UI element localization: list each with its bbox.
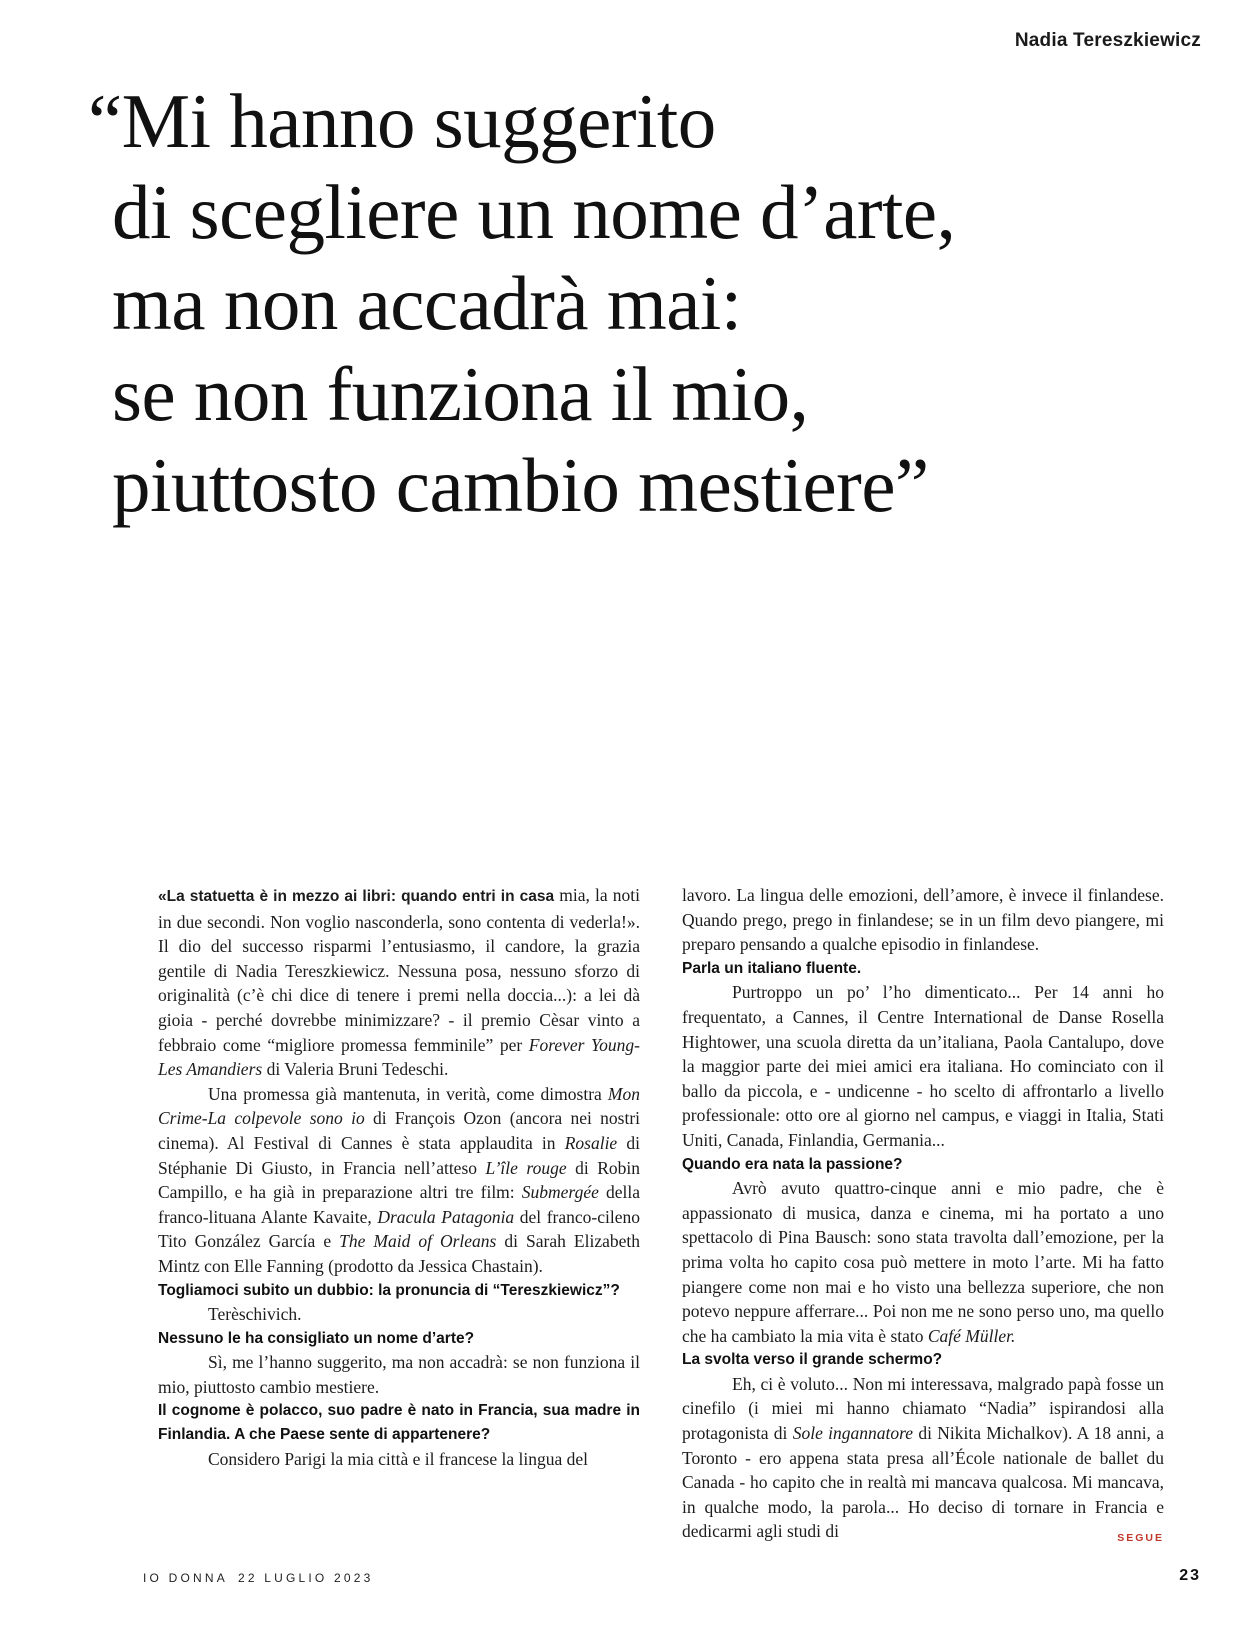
interview-question: Parla un italiano fluente. xyxy=(682,959,862,977)
magazine-name: IO DONNA xyxy=(143,1571,228,1585)
article-column-left xyxy=(158,883,640,1471)
film-title: Rosalie xyxy=(564,1132,618,1153)
film-title: Sole ingannatore xyxy=(792,1423,914,1444)
interview-answer: Sì, me l’hanno suggerito, ma non accadrà: se non funziona il mio, piuttosto cambio mestiere. xyxy=(158,1352,640,1397)
issue-date: 22 LUGLIO 2023 xyxy=(237,1571,374,1585)
film-title: Dracula Patagonia xyxy=(377,1206,515,1227)
interview-answer: Terèschivich. xyxy=(208,1304,302,1325)
headline-line: di scegliere un nome d’arte, xyxy=(112,169,956,255)
folio xyxy=(143,1571,373,1585)
interview-answer: Avrò avuto quattro-cinque anni e mio padre, che è appassionato di musica, danza e cinema, mi ha portato a uno spettacolo di Pina Bausch: sono stata travolta dall’emozione, per la prima volta ho capito cosa può mettere in moto l’arte. Mi ha fatto piangere come non mai e ho visto una bellezza superiore, che non potevo neppure afferrare... Poi non me ne sono perso uno, ma quello che ha cambiato la mia vita è stato Café Müller. xyxy=(682,1178,1164,1346)
page-number: 23 xyxy=(1179,1567,1201,1584)
interview-question: La svolta verso il grande schermo? xyxy=(682,1351,943,1369)
lead-in: «La statuetta è in mezzo ai libri: quando entri in casa xyxy=(158,888,555,905)
headline-line: se non funziona il mio, xyxy=(112,351,809,437)
body-paragraph: lavoro. La lingua delle emozioni, dell’amore, è invece il finlandese. Quando prego, prego in finlandese; se in un film devo piangere, mi preparo pensando a qualche episodio in finlandese. xyxy=(682,885,1164,955)
interview-question: Togliamoci subito un dubbio: la pronuncia di “Tereszkiewicz”? xyxy=(158,1281,620,1299)
film-title: Forever Young-Les Amandiers xyxy=(158,1034,640,1080)
pull-quote-headline xyxy=(88,76,1218,531)
intro-paragraph: «La statuetta è in mezzo ai libri: quando entri in casa mia, la noti in due secondi. Non voglio nasconderla, sono contenta di vederla!». Il dio del successo risparmi l’entusiasmo, il candore, la grazia gentile di Nadia Tereszkiewicz. Nessuna posa, nessuno sforzo di originalità (c’è chi dice di tenere i premi nella doccia...): a lei dà gioia - perché dovrebbe minimizzare? - il premio Cèsar vinto a febbraio come “migliore promessa femminile” per Forever Young-Les Amandiers di Valeria Bruni Tedeschi. xyxy=(158,885,640,1080)
film-title: The Maid of Orleans xyxy=(339,1231,497,1252)
interview-answer: Eh, ci è voluto... Non mi interessava, malgrado papà fosse un cinefilo (i miei mi hanno chiamato “Nadia” ispirandosi alla protagonista di Sole ingannatore di Nikita Michalkov). A 18 anni, a Toronto - ero appena stata presa all’École nationale de ballet du Canada - ho capito che in realtà mi mancava qualcosa. Mi mancava, in qualche modo, la parola... Ho deciso di tornare in Francia e dedicarmi agli studi di SEGUE xyxy=(682,1372,1164,1544)
film-title: L’île rouge xyxy=(485,1157,567,1178)
headline-line: ma non accadrà mai: xyxy=(112,260,742,346)
article-column-right xyxy=(682,883,1164,1551)
interview-question: Nessuno le ha consigliato un nome d’arte? xyxy=(158,1329,475,1347)
work-title: Café Müller. xyxy=(927,1325,1016,1346)
interview-answer: Purtroppo un po’ l’ho dimenticato... Per 14 anni ho frequentato, a Cannes, il Centre International de Danse Rosella Hightower, una scuola diretta da un’italiana, Paola Cantalupo, dove la maggior parte dei miei amici era italiana. Ho cominciato con il ballo da piccola, e - undicenne - ho scelto di affrontarlo a livello professionale: otto ore al giorno nel campus, e viaggi in Italia, Stati Uniti, Canada, Finlandia, Germania... xyxy=(682,982,1164,1150)
interview-question: Il cognome è polacco, suo padre è nato in Francia, sua madre in Finlandia. A che Paese sente di appartenere? xyxy=(158,1402,640,1444)
body-paragraph: Una promessa già mantenuta, in verità, come dimostra Mon Crime-La colpevole sono io di François Ozon (ancora nei nostri cinema). Al Festival di Cannes è stata applaudita in Rosalie di Stéphanie Di Giusto, in Francia nell’atteso L’île rouge di Robin Campillo, e ha già in preparazione altri tre film: Submergée della franco-lituana Alante Kavaite, Dracula Patagonia del franco-cileno Tito González García e The Maid of Orleans di Sarah Elizabeth Mintz con Elle Fanning (prodotto da Jessica Chastain). xyxy=(158,1083,641,1276)
film-title: Submergée xyxy=(521,1182,599,1203)
interview-question: Quando era nata la passione? xyxy=(682,1155,903,1173)
headline-line: “Mi hanno suggerito xyxy=(88,78,716,164)
section-kicker: Nadia Tereszkiewicz xyxy=(1014,30,1201,51)
interview-answer: Considero Parigi la mia città e il francese la lingua del xyxy=(208,1448,589,1469)
headline-line: piuttosto cambio mestiere” xyxy=(112,442,929,528)
film-title: Mon Crime-La colpevole sono io xyxy=(158,1083,640,1129)
continue-marker[interactable]: SEGUE xyxy=(1117,1532,1164,1545)
